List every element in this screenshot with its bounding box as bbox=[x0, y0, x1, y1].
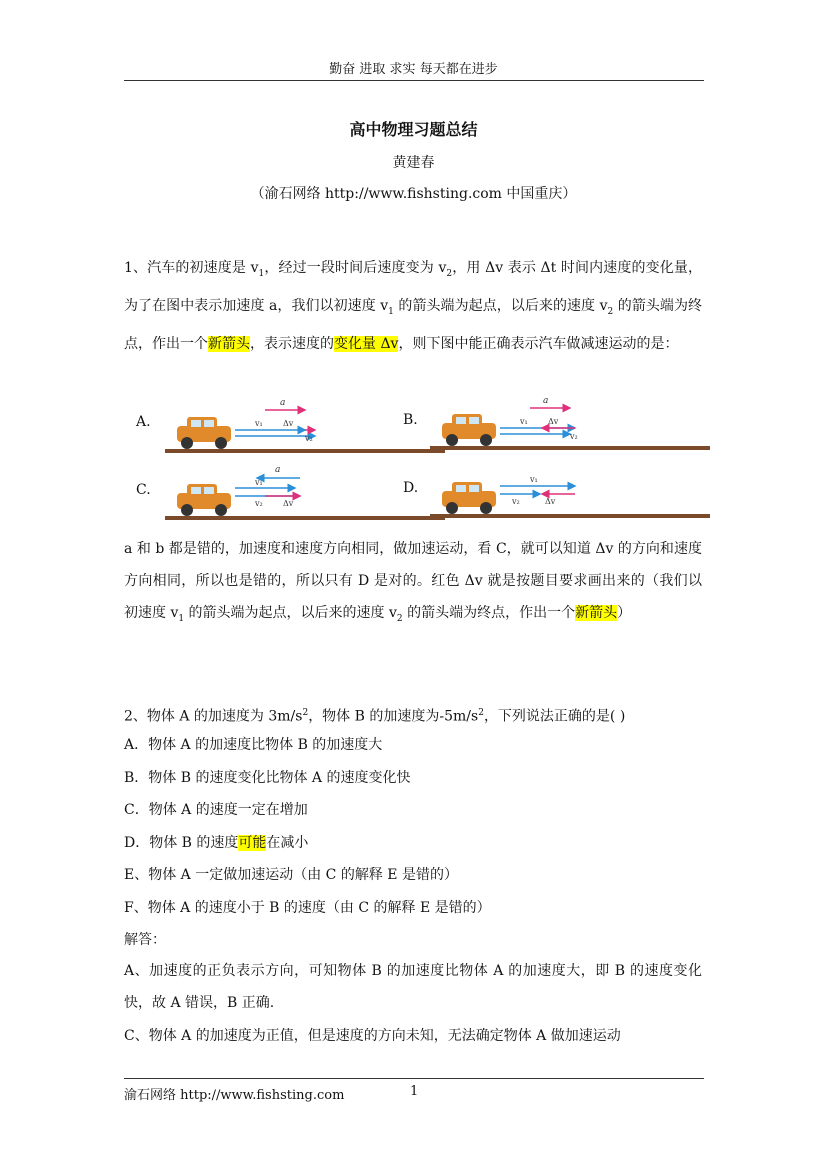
label-v1: v₁ bbox=[255, 478, 263, 487]
superscript: 2 bbox=[478, 708, 484, 718]
car-icon bbox=[177, 484, 231, 516]
question-1-answer bbox=[124, 533, 702, 635]
option-b: B．物体 B 的速度变化比物体 A 的速度变化快 bbox=[124, 770, 411, 786]
label-v2: v₂ bbox=[512, 497, 520, 506]
page-header: 勤奋 进取 求实 每天都在进步 bbox=[329, 62, 498, 77]
q1-text: 的箭头端为终点，作出一个 bbox=[124, 297, 703, 352]
label-dv: Δv bbox=[545, 497, 556, 506]
answer-text: a 和 b 都是错的，加速度和速度方向相同，做加速运动，看 C，就可以知道 Δv 的方向和速度方向相同，所以也是错的，所以只有 D 是对的。红色 Δv 就是按题目要求画出来的（我们以初速度 v bbox=[124, 541, 702, 621]
author: 黄建春 bbox=[392, 155, 435, 171]
q1-text: ，经过一段时间后速度变为 v bbox=[264, 260, 447, 276]
label-a: a bbox=[543, 396, 549, 406]
answer-c: C、物体 A 的加速度为正值，但是速度的方向未知，无法确定物体 A 做加速运动 bbox=[124, 1028, 621, 1044]
answer-label: 解答： bbox=[124, 932, 166, 948]
figure-c bbox=[165, 460, 450, 535]
answer-text: ） bbox=[617, 605, 632, 621]
answer-a: A、加速度的正负表示方向，可知物体 B 的加速度比物体 A 的加速度大，即 B 的速度变化快，故 A 错误，B 正确. bbox=[124, 963, 702, 1011]
figure-label-b: B. bbox=[403, 412, 418, 428]
subscript: 2 bbox=[607, 306, 614, 317]
subscript: 1 bbox=[258, 268, 265, 279]
label-dv: Δv bbox=[283, 499, 294, 508]
car-icon bbox=[442, 482, 496, 514]
footer-rule bbox=[124, 1078, 704, 1079]
figure-b bbox=[430, 390, 715, 465]
subscript: 2 bbox=[396, 613, 403, 624]
label-a: a bbox=[275, 465, 281, 475]
option-e: E、物体 A 一定做加速运动（由 C 的解释 E 是错的） bbox=[124, 867, 458, 883]
q1-text: 的箭头端为起点，以后来的速度 v bbox=[393, 297, 608, 314]
page-number: 1 bbox=[410, 1084, 419, 1099]
label-v2: v₂ bbox=[305, 434, 313, 443]
figure-label-a: A. bbox=[136, 414, 151, 430]
figure-a bbox=[165, 393, 450, 468]
label-v1: v₁ bbox=[255, 419, 263, 428]
label-v1: v₁ bbox=[530, 475, 538, 484]
subscript: 1 bbox=[388, 306, 394, 317]
subscript: 2 bbox=[446, 268, 453, 279]
highlight: 可能 bbox=[238, 835, 267, 851]
option-text: D．物体 B 的速度 bbox=[124, 835, 239, 851]
subscript: 1 bbox=[178, 613, 185, 624]
answer-text: 的箭头端为终点，作出一个 bbox=[402, 605, 576, 621]
label-a: a bbox=[280, 398, 286, 408]
header-rule bbox=[124, 80, 704, 81]
q2-text: 2、物体 A 的加速度为 3m/s bbox=[124, 708, 303, 725]
option-f: F、物体 A 的速度小于 B 的速度（由 C 的解释 E 是错的） bbox=[124, 900, 491, 916]
label-v2: v₂ bbox=[255, 499, 263, 508]
q2-text: ，物体 B 的加速度为-5m/s bbox=[308, 708, 479, 725]
page-footer: 渝石网络 http://www.fishsting.com bbox=[124, 1088, 345, 1103]
option-text: 在减小 bbox=[266, 835, 309, 851]
question-1 bbox=[124, 252, 702, 360]
option-a: A．物体 A 的加速度比物体 B 的加速度大 bbox=[124, 737, 383, 753]
q1-text: ，则下图中能正确表示汽车做减速运动的是： bbox=[398, 335, 679, 352]
highlight: 新箭头 bbox=[208, 335, 250, 352]
car-icon bbox=[177, 417, 231, 449]
label-v2: v₂ bbox=[570, 432, 578, 441]
source-line: （渝石网络 http://www.fishsting.com 中国重庆） bbox=[250, 186, 577, 202]
document-title: 高中物理习题总结 bbox=[349, 120, 478, 139]
q1-text: ，用 Δv 表示 Δt 时间内速度的变化量，为了在图中表示加速度 a，我们以初速度 v bbox=[124, 260, 702, 314]
q2-text: ，下列说法正确的是( ) bbox=[483, 708, 626, 725]
highlight: 变化量 Δv bbox=[334, 335, 399, 352]
figure-d bbox=[430, 458, 715, 533]
car-icon bbox=[442, 414, 496, 446]
label-dv: Δv bbox=[283, 419, 294, 428]
answer-text: 的箭头端为起点，以后来的速度 v bbox=[184, 605, 397, 621]
q1-text: ，表示速度的 bbox=[250, 335, 334, 352]
label-v1: v₁ bbox=[520, 417, 528, 426]
q1-text: 1、汽车的初速度是 v bbox=[124, 260, 259, 276]
label-dv: Δv bbox=[548, 417, 559, 426]
highlight: 新箭头 bbox=[575, 605, 618, 621]
figure-label-d: D. bbox=[403, 480, 419, 496]
option-c: C．物体 A 的速度一定在增加 bbox=[124, 802, 308, 818]
option-d bbox=[124, 832, 714, 854]
figure-label-c: C. bbox=[136, 482, 151, 498]
superscript: 2 bbox=[302, 708, 309, 718]
question-2-stem bbox=[124, 702, 714, 728]
